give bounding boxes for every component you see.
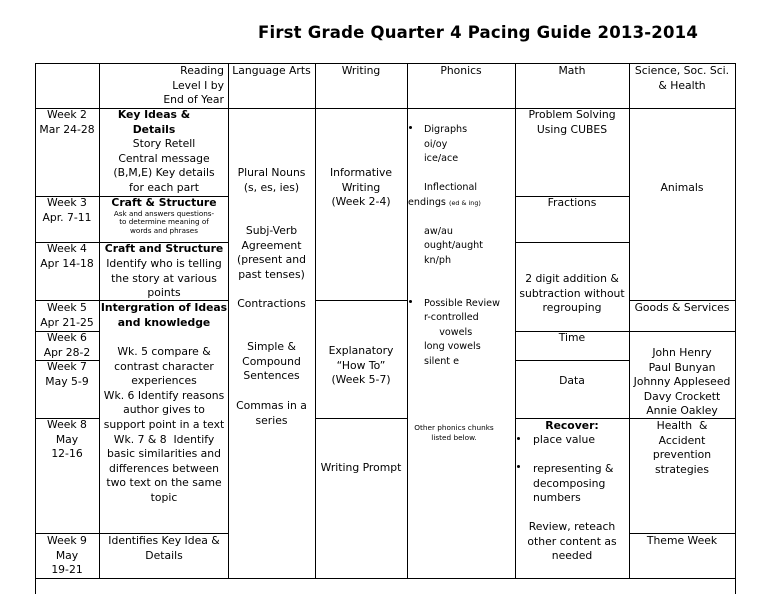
la-plural-nouns: Plural Nouns (s, es, ies) [237,166,306,194]
math-recover-title: Recover: [545,419,599,432]
phonics-review: Possible Review r-controlled vowels long vowels silent e [424,298,500,367]
week-4: Week 4 Apr 14-18 [40,242,94,270]
week-5: Week 5 Apr 21-25 [40,301,94,329]
la-contractions: Contractions [237,297,306,310]
science-health: Health & Accident prevention strategies [652,419,712,476]
row-divider [35,578,736,579]
math-place-value: place value [533,433,595,446]
math-fractions: Fractions [547,196,597,209]
writing-informative: Informative Writing (Week 2-4) [329,166,393,209]
column-divider [629,63,630,578]
reading-week5-8-body: Wk. 5 compare & contrast character experiences Wk. 6 Identify reasons author gives to support point in a text Wk. 7 & 8 Identify basic similarities and differences between two text on the same topic [103,345,225,504]
week-3: Week 3 Apr. 7-11 [42,196,92,224]
row-divider [315,418,407,419]
row-divider [515,360,630,361]
science-goods: Goods & Services [634,301,730,314]
writing-prompt: Writing Prompt [320,461,402,474]
science-folk: John Henry Paul Bunyan Johnny Appleseed Davy Crockett Annie Oakley [633,346,731,418]
phonics-endings-note: (ed & ing) [448,199,481,207]
la-commas: Commas in a series [236,399,307,427]
week-6: Week 6 Apr 28-2 [43,331,91,359]
row-divider [515,242,630,243]
phonics-other: Other phonics chunks listed below. [414,423,494,442]
header-language-arts: Language Arts [232,64,311,77]
la-sentences: Simple & Compound Sentences [242,340,301,383]
page-title: First Grade Quarter 4 Pacing Guide 2013-2014 [258,23,699,42]
header-math: Math [558,64,586,77]
row-divider [315,300,407,301]
la-subj-verb: Subj-Verb Agreement (present and past tenses) [237,224,306,281]
bullet-icon [517,465,520,468]
week-7: Week 7 May 5-9 [45,360,89,388]
reading-week2-body: Story Retell Central message (B,M,E) Key details for each part [113,137,215,194]
reading-week4-body: Identify who is telling the story at various points [106,257,222,300]
bullet-icon [409,300,412,303]
writing-explanatory: Explanatory “How To” (Week 5-7) [328,344,394,387]
math-addition: 2 digit addition & subtraction without regrouping [519,272,625,315]
week-9: Week 9 May 19-21 [47,534,87,577]
science-animals: Animals [660,181,704,194]
phonics-inflectional: Inflectional [424,182,478,193]
header-writing: Writing [341,64,381,77]
week-8: Week 8 May 12-16 [47,418,87,461]
math-data: Data [559,374,585,387]
column-divider [407,63,408,578]
week-2: Week 2 Mar 24-28 [39,108,95,136]
bullet-icon [517,437,520,440]
column-divider [315,63,316,578]
bullet-icon [409,126,412,129]
math-review: Review, reteach other content as needed [527,520,617,563]
header-phonics: Phonics [440,64,482,77]
reading-week5-title: Intergration of Ideas and knowledge [100,301,228,329]
column-divider [515,63,516,578]
reading-week3-title: Craft & Structure [111,196,217,209]
reading-week4-title: Craft and Structure [104,242,224,255]
reading-week3-body: Ask and answers questions- to determine meaning of words and phrases [113,209,215,235]
reading-week2-title: Key Ideas & Details [117,108,191,136]
reading-week9-body: Identifies Key Idea & Details [108,534,220,562]
header-science: Science, Soc. Sci. & Health [634,64,730,92]
phonics-digraphs: Digraphs oi/oy ice/ace [424,124,468,165]
table-border-right [735,63,736,594]
math-problem-solving: Problem Solving Using CUBES [528,108,616,136]
science-theme: Theme Week [646,534,718,547]
phonics-endings-word: endings [408,197,446,208]
phonics-vowel-teams: aw/au ought/aught kn/ph [424,226,484,266]
phonics-endings [408,196,481,210]
math-time: Time [558,331,586,344]
math-representing: representing & decomposing numbers [533,462,614,505]
header-reading: Reading Level I by End of Year [163,64,224,107]
